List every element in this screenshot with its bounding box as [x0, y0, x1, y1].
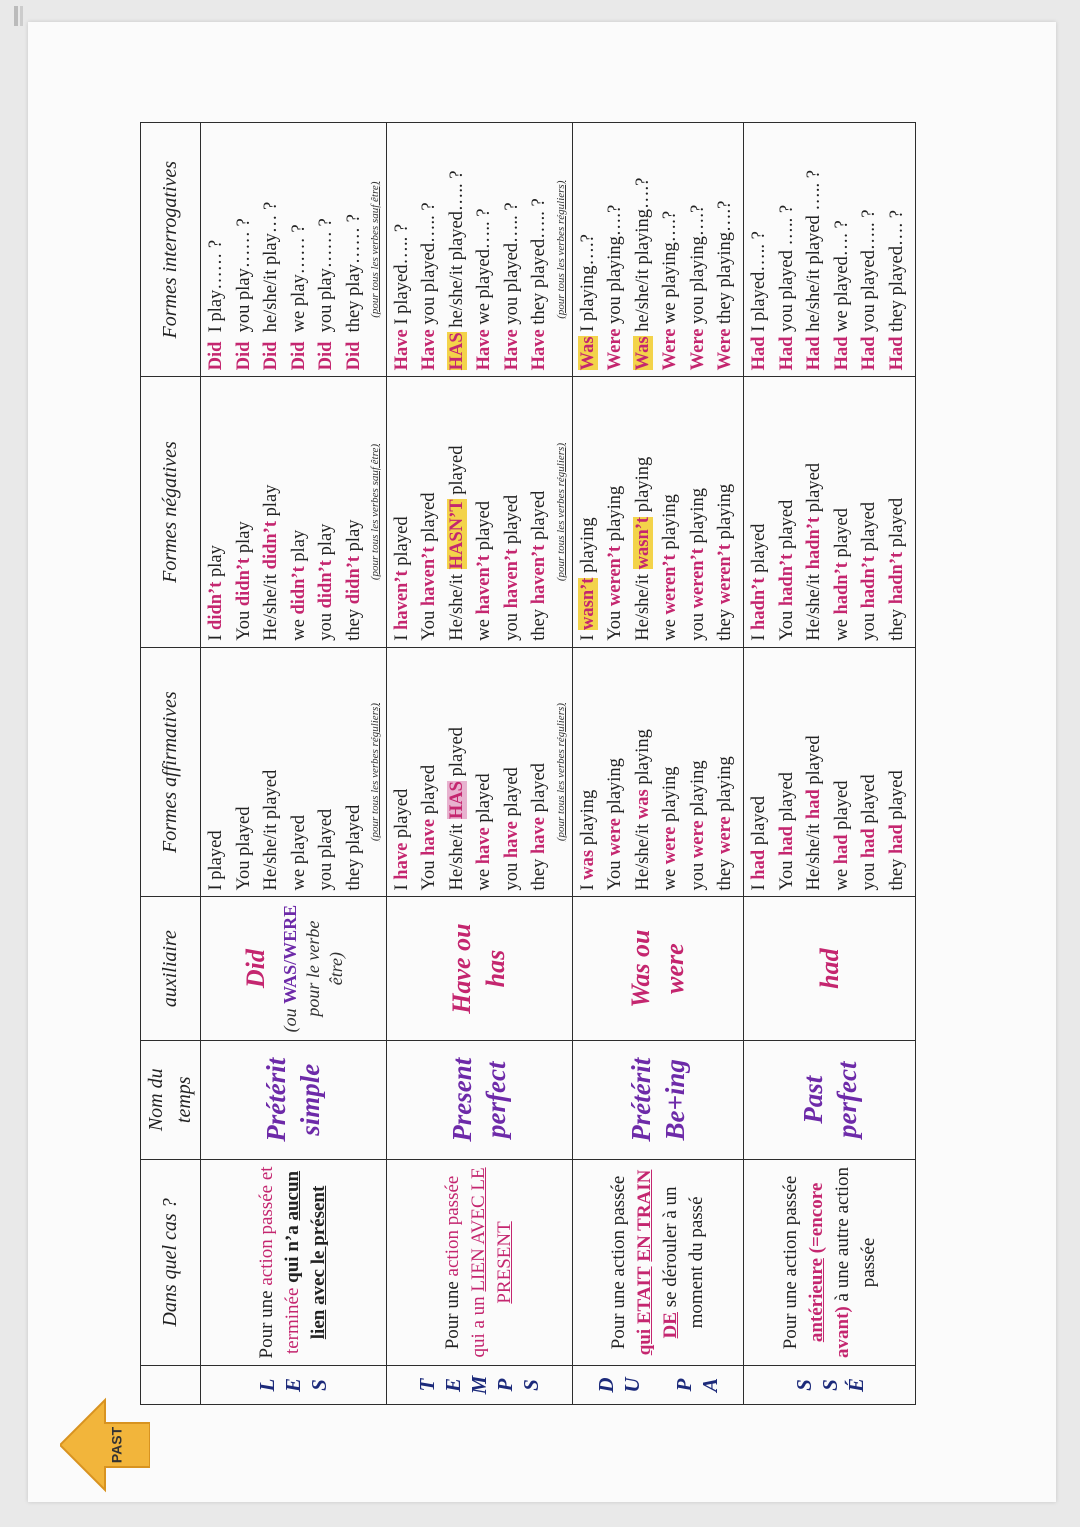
auxiliary-cell: Was ou were	[572, 897, 744, 1040]
rotated-table-wrapper	[140, 122, 916, 1405]
interrogative-cell: Had I played….. ? Had you played ….. ? Had he/she/it played ….. ? Had we played…. ? Had you played….. ? Had they played…. ?	[744, 123, 916, 377]
table-row	[744, 123, 916, 1405]
table-row	[572, 123, 744, 1405]
past-arrow-label: PAST	[108, 1426, 125, 1464]
side-letters: S S É	[744, 1366, 916, 1405]
negative-cell: I haven’t played You haven’t played He/she/it HASN’T played we haven’t played you haven’t played they haven’t played (pour tous les verbes réguliers)	[386, 377, 572, 647]
affirmative-cell: I played You played He/she/it played we played you played they played (pour tous les verbes réguliers)	[201, 647, 387, 897]
usage-cell: Pour une action passée antérieure (=encore avant) à une autre action passée	[744, 1159, 916, 1365]
negative-cell: I didn’t play You didn’t play He/she/it didn’t play we didn’t play you didn’t play they didn’t play (pour tous les verbes sauf être)	[201, 377, 387, 647]
auxiliary-cell: Have ou has	[386, 897, 572, 1040]
table-row	[386, 123, 572, 1405]
binder-marks	[0, 0, 30, 40]
side-letters: L E S	[201, 1366, 387, 1405]
affirmative-cell: I had played You had played He/she/it had played we had played you had played they had played	[744, 647, 916, 897]
header-interrogative: Formes interrogatives	[141, 123, 201, 377]
past-arrow-icon	[60, 1395, 150, 1495]
header-affirmative: Formes affirmatives	[141, 647, 201, 897]
tense-name: Past perfect	[744, 1040, 916, 1159]
tense-name: Prétérit Be+ing	[572, 1040, 744, 1159]
header-aux: auxiliaire	[141, 897, 201, 1040]
aux-note: (ou WAS/WERE pour le verbe être)	[279, 904, 346, 1033]
negative-cell: I hadn’t played You hadn’t played He/she/it hadn’t played we hadn’t played you hadn’t played they hadn’t played	[744, 377, 916, 647]
affirmative-cell: I was playing You were playing He/she/it was playing we were playing you were playing they were playing	[572, 647, 744, 897]
usage-cell: Pour une action passée et terminée qui n’a aucun lien avec le présent	[201, 1159, 387, 1365]
interrogative-cell: Have I played….. ? Have you played….. ? HAS he/she/it played….. ? Have we played….. ? Have you played….. ? Have they played….. ? (pour tous les verbes réguliers)	[386, 123, 572, 377]
auxiliary-cell: had	[744, 897, 916, 1040]
past-tenses-table	[140, 122, 916, 1405]
tense-name: Present perfect	[386, 1040, 572, 1159]
side-letters: T E M P S	[386, 1366, 572, 1405]
interrogative-cell: Did I play…… ? Did you play…… ? Did he/she/it play… ? Did we play…… ? Did you play…… ? Did they play…… ? (pour tous les verbes sauf être)	[201, 123, 387, 377]
header-row	[141, 123, 201, 1405]
interrogative-cell: Was I playing….? Were you playing….? Was he/she/it playing….? Were we playing….? Were you playing….? Were they playing….?	[572, 123, 744, 377]
header-negative: Formes négatives	[141, 377, 201, 647]
usage-cell: Pour une action passée qui ETAIT EN TRAIN DE se dérouler à un moment du passé	[572, 1159, 744, 1365]
side-letters: D U P A	[572, 1366, 744, 1405]
table-row	[201, 123, 387, 1405]
header-tense: Nom du temps	[141, 1040, 201, 1159]
usage-cell: Pour une action passée qui a un LIEN AVEC LE PRESENT	[386, 1159, 572, 1365]
header-case: Dans quel cas ?	[141, 1159, 201, 1365]
affirmative-cell: I have played You have played He/she/it HAS played we have played you have played they have played (pour tous les verbes réguliers)	[386, 647, 572, 897]
negative-cell: I wasn’t playing You weren’t playing He/she/it wasn’t playing we weren’t playing you weren’t playing they weren’t playing	[572, 377, 744, 647]
tense-name: Prétérit simple	[201, 1040, 387, 1159]
auxiliary-cell: Did (ou WAS/WERE pour le verbe être)	[201, 897, 387, 1040]
